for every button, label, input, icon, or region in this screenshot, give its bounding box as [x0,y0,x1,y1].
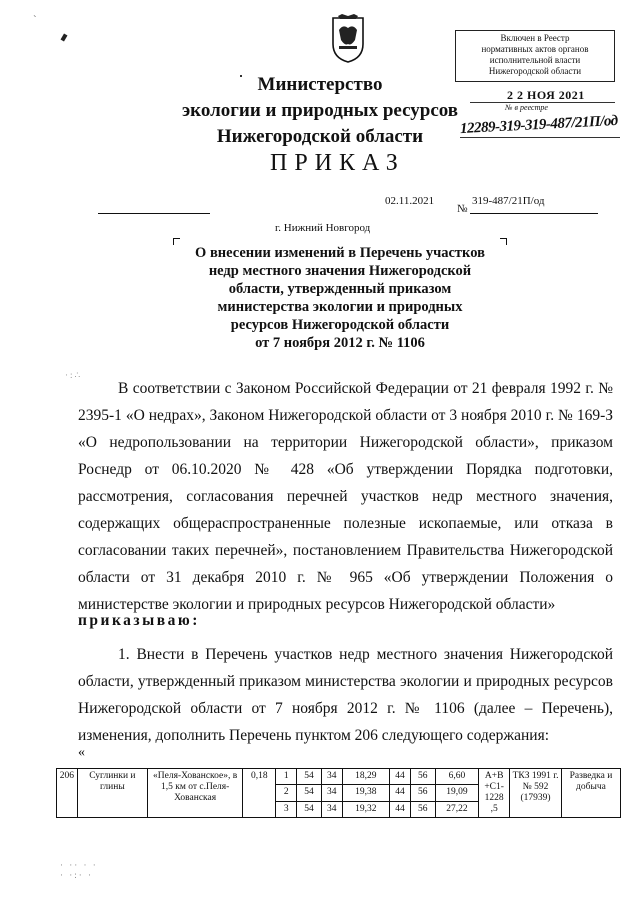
stamp-line: нормативных актов органов [481,44,589,54]
table-cell: 2 [276,785,297,801]
stamp-handwritten-number: 12289-319-319-487/21П/од [459,112,619,138]
table-cell: А+В +С1- 1228 ,5 [479,769,510,818]
table-cell: 34 [321,769,342,785]
table-cell: 18,29 [342,769,390,785]
date-line [98,213,210,214]
table-cell: 56 [410,801,435,817]
table-cell: 19,09 [435,785,478,801]
stamp-date: 2 2 НОЯ 2021 [507,88,585,102]
city: г. Нижний Новгород [275,222,371,234]
order-word: приказываю: [78,612,200,629]
table-cell: 56 [410,785,435,801]
table-cell: Разведка и добыча [561,769,620,818]
subject-line: ресурсов Нижегородской области [230,317,450,333]
table-cell: 34 [321,785,342,801]
document-type: ПРИКАЗ [270,150,405,176]
ministry-line: экологии и природных ресурсов [181,100,459,121]
scan-mark [61,33,68,41]
open-quote: « [78,745,85,760]
table-cell: 206 [57,769,78,818]
table-cell: 54 [297,769,322,785]
ministry-line: Министерство [257,74,383,95]
table-cell: 44 [390,785,411,801]
scan-mark: · ·· · · · ·:· · [60,860,98,880]
stamp-line: Включен в Реестр [500,33,570,43]
document-subject [180,244,500,352]
scan-mark: ` [33,14,37,26]
number-sign: № [457,203,468,215]
table-cell: 6,60 [435,769,478,785]
corner-bracket [500,238,507,245]
table-cell: 34 [321,801,342,817]
stamp-line: исполнительной власти [489,55,581,65]
stamp-line: Нижегородской области [488,66,582,76]
coat-of-arms-emblem [329,14,367,64]
scan-mark: ·:∴ [65,370,83,380]
document-date: 02.11.2021 [385,195,435,207]
table-cell: 19,38 [342,785,390,801]
subject-line: О внесении изменений в Перечень участков [195,245,485,261]
table-cell: 44 [390,769,411,785]
divider [460,137,620,138]
table-cell: 19,32 [342,801,390,817]
table-cell: ТКЗ 1991 г. № 592 (17939) [510,769,562,818]
stamp-reg-label: № в реестре [505,103,548,112]
table-cell: 27,22 [435,801,478,817]
table-cell: «Пеля-Хованское», в 1,5 км от с.Пеля-Хованская [148,769,243,818]
document-number: 319-487/21П/од [472,195,545,207]
ministry-line: Нижегородской области [216,126,424,147]
registry-stamp [455,30,615,82]
corner-bracket [173,238,180,245]
table-cell: 54 [297,801,322,817]
table-cell: 54 [297,785,322,801]
ministry-name [170,72,470,150]
body-paragraph: В соответствии с Законом Российской Федерации от 21 февраля 1992 г. № 2395-1 «О недрах», Законом Нижегородской области от 3 ноября 2010 г. № 169-З «О недропользовании на территории Нижегородской области», приказом Роснедр от 06.10.2020 № 428 «Об утверждении Порядка подготовки, рассмотрения, согласования перечней участков недр местного значения, содержащих общераспространенные полезные ископаемые, или отказа в согласовании таких перечней», постановлением Правительства Нижегородской области от 31 декабря 2010 г. № 965 «Об утверждении Положения о министерстве экологии и природных ресурсов Нижегородской области» [78,380,613,613]
table-cell: 0,18 [243,769,276,818]
number-line [470,213,598,214]
body-paragraph: 1. Внести в Перечень участков недр местного значения Нижегородской области, утвержденный приказом министерства экологии и природных ресурсов Нижегородской области от 7 ноября 2012 г. № 1106 (далее – Перечень), изменения, дополнить Перечень пунктом 206 следующего содержания: [78,646,613,744]
table-cell: 3 [276,801,297,817]
table-cell: 44 [390,801,411,817]
table-cell: 56 [410,769,435,785]
subject-line: недр местного значения Нижегородской [208,263,472,279]
subsoil-table [56,768,621,818]
subject-line: от 7 ноября 2012 г. № 1106 [255,335,425,351]
table-row [57,769,621,785]
subject-line: министерства экологии и природных [217,299,463,315]
table-cell: Суглинки и глины [77,769,147,818]
subject-line: области, утвержденный приказом [228,281,452,297]
table-cell: 1 [276,769,297,785]
